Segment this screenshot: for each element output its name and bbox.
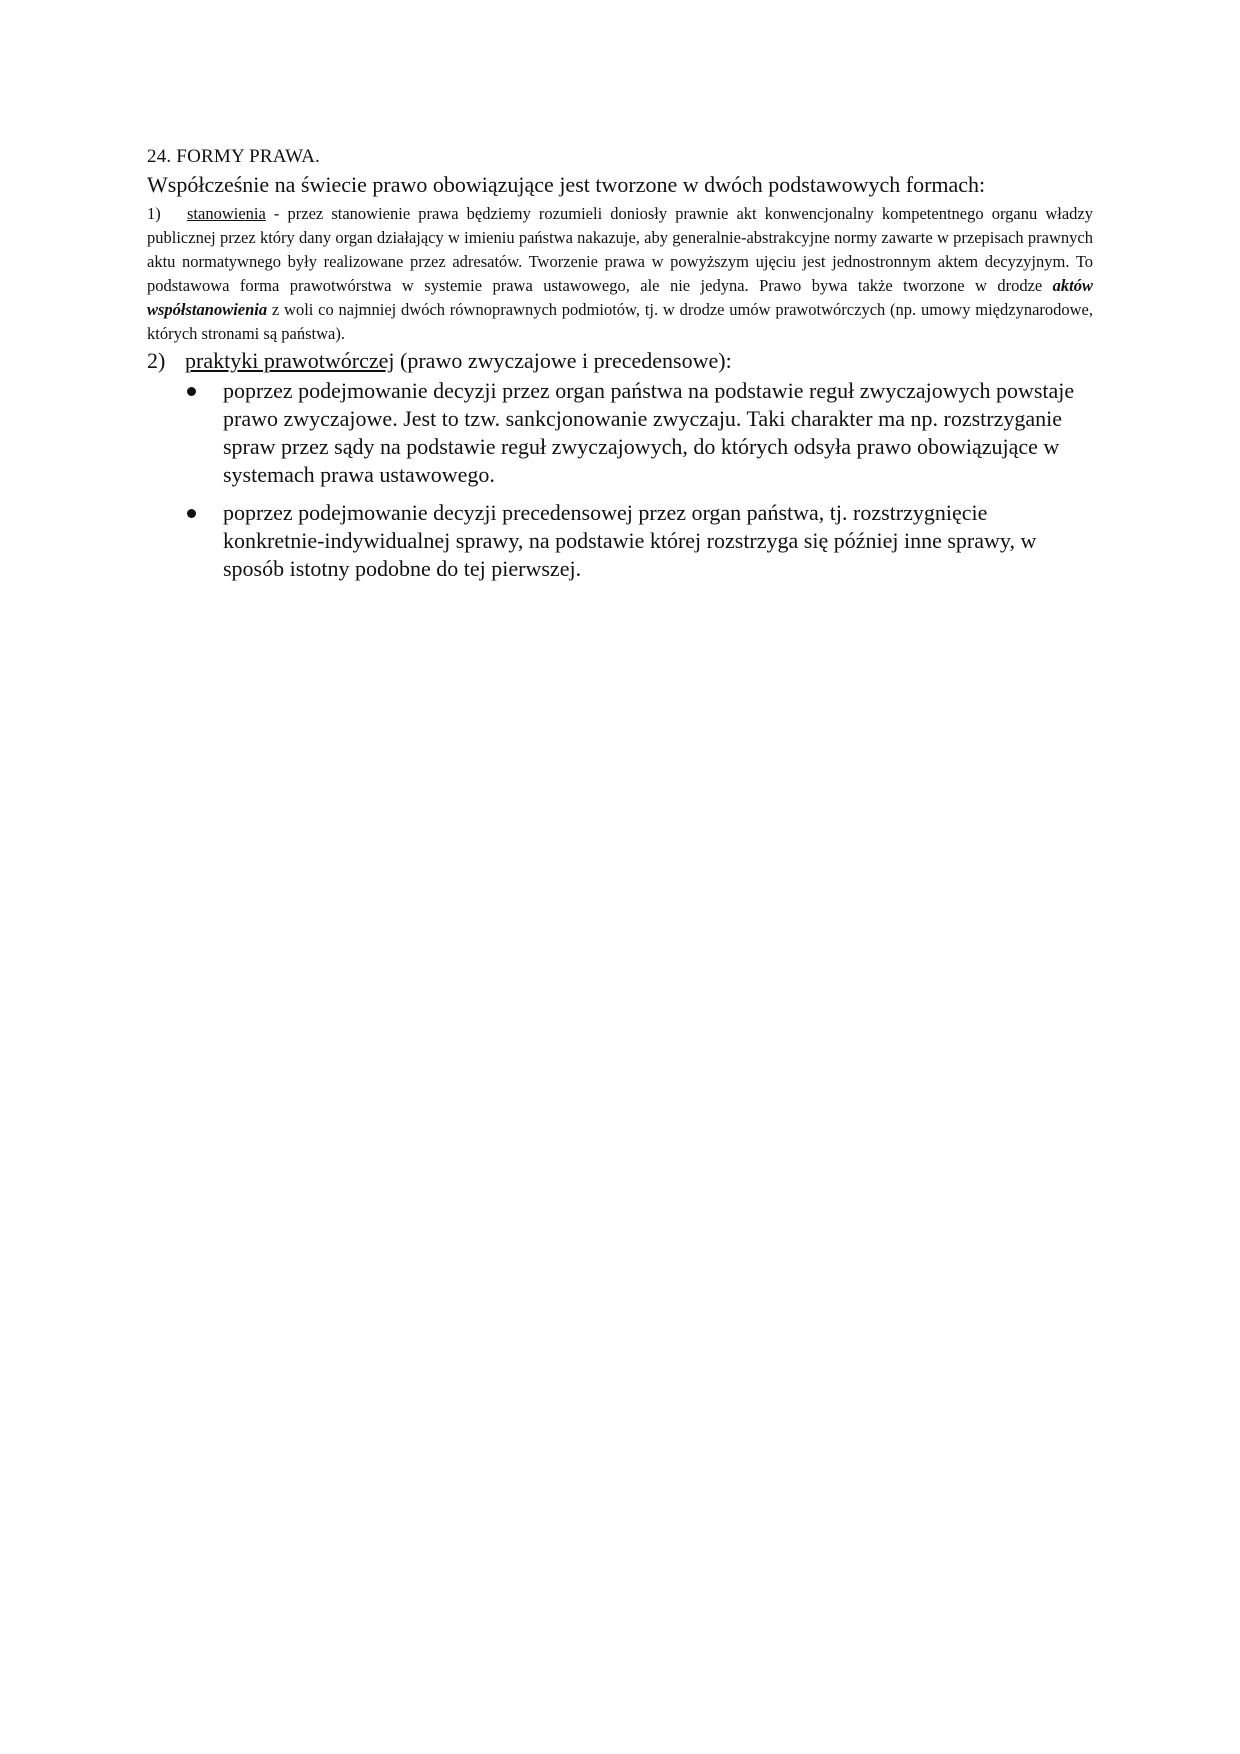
intro-paragraph: Współcześnie na świecie prawo obowiązujące jest tworzone w dwóch podstawowych formach:	[147, 172, 986, 197]
list-item-2-rest: (prawo zwyczajowe i precedensowe):	[394, 348, 732, 373]
list-item-1-number: 1)	[147, 204, 161, 223]
list-item-1-term: stanowienia	[187, 204, 266, 223]
bullet-item-text: poprzez podejmowanie decyzji precedensowej przez organ państwa, tj. rozstrzygnięcie konkretnie-indywidualnej sprawy, na podstawie której rozstrzyga się później inne sprawy, w sposób istotny podobne do tej pierwszej.	[223, 500, 1037, 581]
list-item-2-number: 2)	[147, 348, 166, 373]
bullet-item-text: poprzez podejmowanie decyzji przez organ państwa na podstawie reguł zwyczajowych powstaje prawo zwyczajowe. Jest to tzw. sankcjonowanie zwyczaju. Taki charakter ma np. rozstrzyganie spraw przez sądy na podstawie reguł zwyczajowych, do których odsyła prawo obowiązujące w systemach prawa ustawowego.	[223, 378, 1075, 487]
list-item-2-term: praktyki prawotwórczej	[185, 348, 395, 373]
list-item-1	[147, 202, 1093, 346]
list-item-1-text-end: z woli co najmniej dwóch równoprawnych podmiotów, tj. w drodze umów prawotwórczych (np. umowy międzynarodowe, których stronami są państwa).	[147, 300, 1093, 343]
bullet-icon	[187, 509, 196, 518]
bullet-item	[147, 499, 1093, 583]
section-heading: 24. FORMY PRAWA.	[147, 146, 321, 167]
bullet-list	[147, 377, 1093, 583]
list-item-1-text: - przez stanowienie prawa będziemy rozumieli doniosły prawnie akt konwencjonalny kompetentnego organu władzy publicznej przez który dany organ działający w imieniu państwa nakazuje, aby generalnie-abstrakcyjne normy zawarte w przepisach prawnych aktu normatywnego były realizowane przez adresatów. Tworzenie prawa w powyższym ujęciu jest jednostronnym aktem decyzyjnym. To podstawowa forma prawotwórstwa w systemie prawa ustawowego, ale nie jedyna. Prawo bywa także tworzone w drodze	[147, 204, 1093, 295]
bullet-item	[147, 377, 1093, 489]
document-content	[147, 146, 1093, 583]
bullet-icon	[187, 387, 196, 396]
list-item-1-italic-term: aktów współstanowienia	[147, 276, 1093, 319]
list-item-2	[147, 346, 1093, 375]
